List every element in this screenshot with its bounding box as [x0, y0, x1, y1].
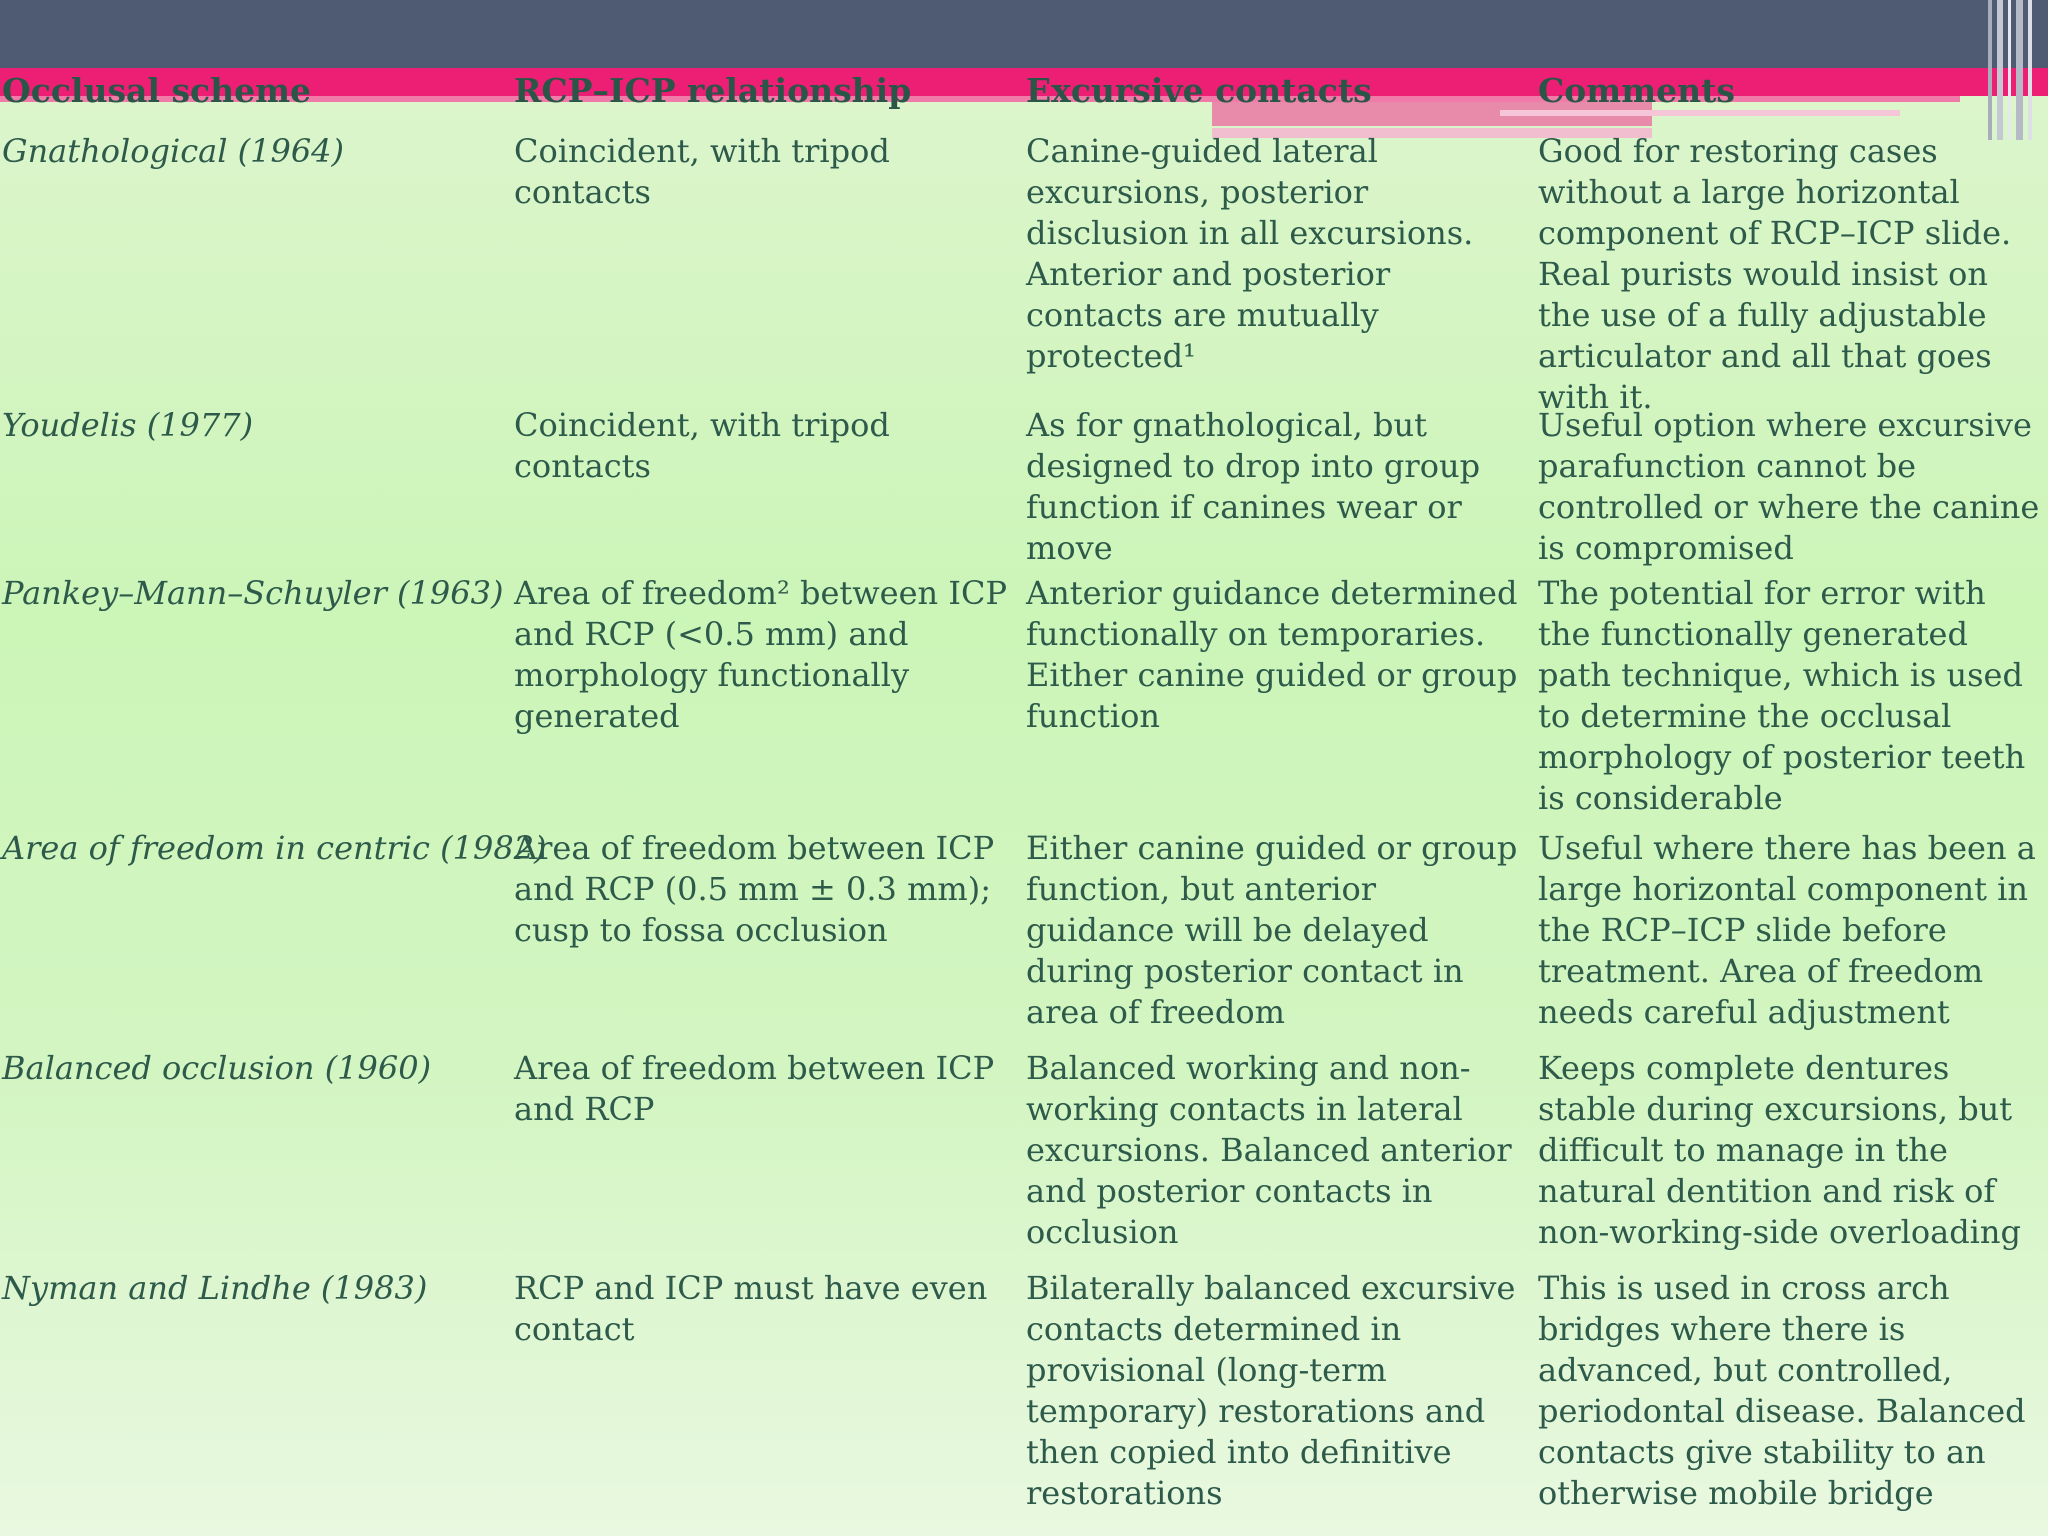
- header-comments: Comments: [1538, 71, 1735, 110]
- cell-scheme: Area of freedom in centric (1982): [2, 829, 547, 867]
- cell-comments: Useful option where excursive parafunction cannot be controlled or where the canine is compromised: [1538, 406, 2040, 567]
- cell-excursive: Canine-guided lateral excursions, posterior disclusion in all excursions. Anterior and posterior contacts are mutually protected¹: [1026, 132, 1474, 375]
- cell-comments: Keeps complete dentures stable during excursions, but difficult to manage in the natural dentition and risk of non-working-side overloading: [1538, 1049, 2021, 1251]
- cell-scheme: Pankey–Mann–Schuyler (1963): [2, 574, 504, 612]
- cell-excursive: Anterior guidance determined functionally on temporaries. Either canine guided or group function: [1026, 574, 1518, 735]
- header-rcp-icp: RCP–ICP relationship: [514, 71, 912, 110]
- header-excursive-contacts: Excursive contacts: [1026, 71, 1372, 110]
- cell-rcp-icp: RCP and ICP must have even contact: [514, 1269, 988, 1348]
- cell-comments: Good for restoring cases without a large horizontal component of RCP–ICP slide. Real purists would insist on the use of a fully adjustable articulator and all that goes with it.: [1538, 132, 2012, 416]
- cell-rcp-icp: Area of freedom between ICP and RCP: [514, 1049, 995, 1128]
- cell-comments: This is used in cross arch bridges where there is advanced, but controlled, periodontal disease. Balanced contacts give stability to an otherwise mobile bridge: [1538, 1269, 2026, 1512]
- cell-scheme: Nyman and Lindhe (1983): [2, 1269, 428, 1307]
- cell-scheme: Balanced occlusion (1960): [2, 1049, 432, 1087]
- cell-rcp-icp: Coincident, with tripod contacts: [514, 132, 890, 211]
- cell-excursive: Bilaterally balanced excursive contacts determined in provisional (long-term temporary) restorations and then copied into definitive restorations: [1026, 1269, 1516, 1512]
- cell-rcp-icp: Area of freedom between ICP and RCP (0.5 mm ± 0.3 mm); cusp to fossa occlusion: [514, 829, 995, 949]
- cell-comments: Useful where there has been a large horizontal component in the RCP–ICP slide before treatment. Area of freedom needs careful adjustment: [1538, 829, 2036, 1031]
- cell-scheme: Youdelis (1977): [2, 406, 254, 444]
- cell-rcp-icp: Coincident, with tripod contacts: [514, 406, 890, 485]
- cell-excursive: As for gnathological, but designed to drop into group function if canines wear or move: [1026, 406, 1481, 567]
- header-occlusal-scheme: Occlusal scheme: [2, 71, 312, 110]
- cell-rcp-icp: Area of freedom² between ICP and RCP (<0.5 mm) and morphology functionally generated: [514, 574, 1007, 735]
- cell-scheme: Gnathological (1964): [2, 132, 345, 170]
- title-bar: [0, 0, 2048, 70]
- cell-excursive: Either canine guided or group function, but anterior guidance will be delayed during posterior contact in area of freedom: [1026, 829, 1518, 1031]
- cell-comments: The potential for error with the functionally generated path technique, which is used to determine the occlusal morphology of posterior teeth is considerable: [1538, 574, 2026, 817]
- cell-excursive: Balanced working and non-working contacts in lateral excursions. Balanced anterior and posterior contacts in occlusion: [1026, 1049, 1512, 1251]
